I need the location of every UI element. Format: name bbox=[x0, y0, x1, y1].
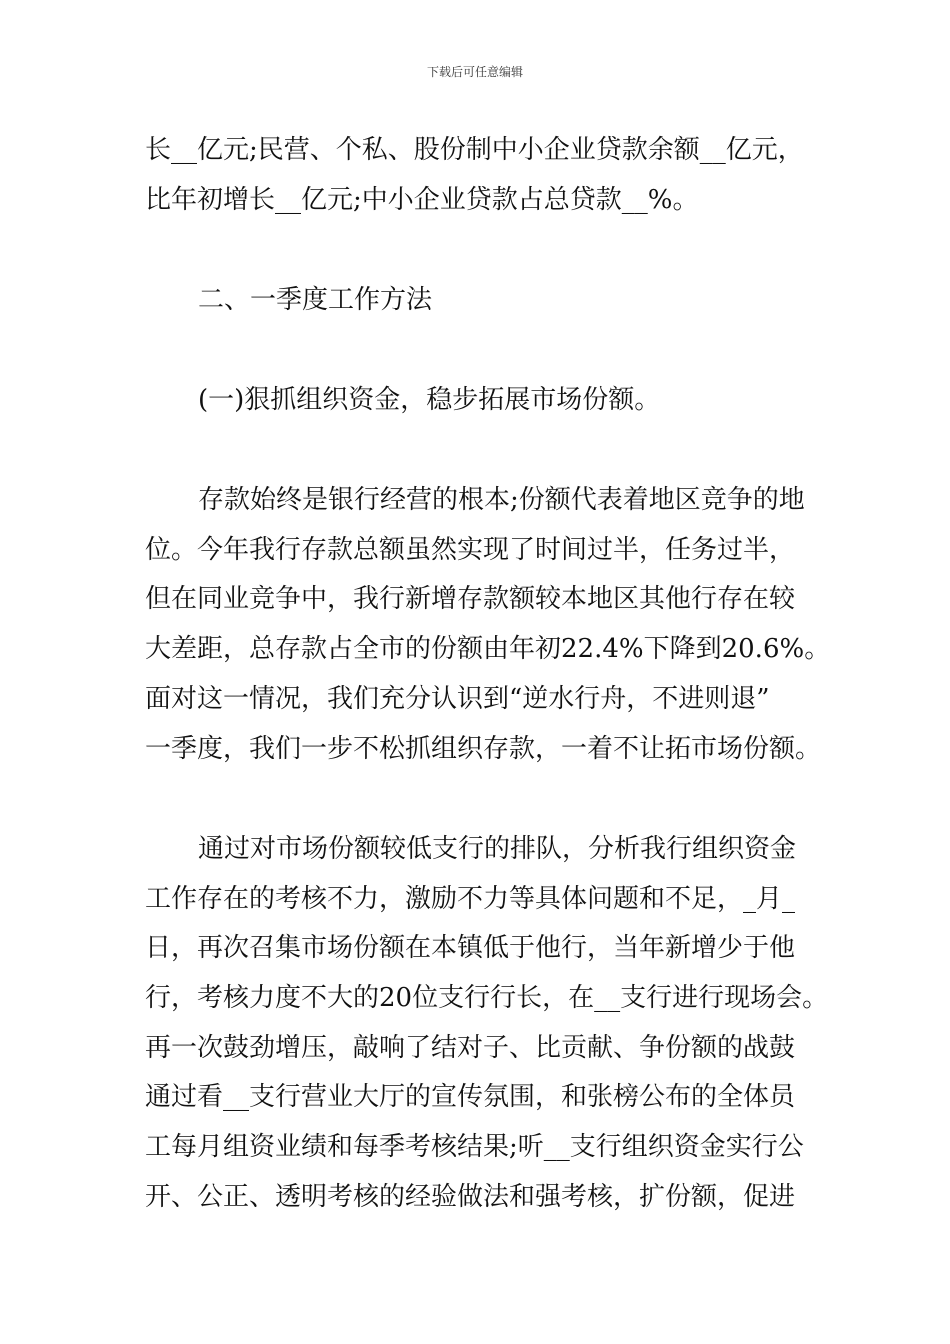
text-line: 面对这一情况，我们充分认识到“逆水行舟，不进则退” bbox=[145, 684, 770, 714]
text-line: 开、公正、透明考核的经验做法和强考核，扩份额，促进 bbox=[145, 1182, 796, 1212]
text-line: 再一次鼓劲增压，敲响了结对子、比贡献、争份额的战鼓 bbox=[145, 1033, 796, 1063]
text-line: 日，再次召集市场份额在本镇低于他行，当年新增少于他 bbox=[145, 933, 796, 963]
text-line: 行，考核力度不大的20位支行行长，在__支行进行现场会。 bbox=[145, 983, 829, 1013]
text-line: 工每月组资业绩和每季考核结果;听__支行组织资金实行公 bbox=[145, 1132, 804, 1162]
text-line: 存款始终是银行经营的根本;份额代表着地区竞争的地 bbox=[198, 485, 805, 515]
subsection-heading: (一)狠抓组织资金，稳步拓展市场份额。 bbox=[198, 385, 661, 415]
text-line: 一季度，我们一步不松抓组织存款，一着不让拓市场份额。 bbox=[145, 734, 822, 764]
text-line: 通过对市场份额较低支行的排队，分析我行组织资金 bbox=[198, 834, 797, 864]
text-line: 通过看__支行营业大厅的宣传氛围，和张榜公布的全体员 bbox=[145, 1082, 796, 1112]
text-line: 长__亿元;民营、个私、股份制中小企业贷款余额__亿元， bbox=[145, 135, 804, 165]
text-line: 工作存在的考核不力，激励不力等具体问题和不足，_月_ bbox=[145, 884, 796, 914]
text-line: 但在同业竞争中，我行新增存款额较本地区其他行存在较 bbox=[145, 584, 796, 614]
page-header: 下载后可任意编辑 bbox=[426, 65, 523, 79]
text-line: 位。今年我行存款总额虽然实现了时间过半，任务过半， bbox=[145, 535, 796, 565]
text-line: 大差距，总存款占全市的份额由年初22.4%下降到20.6%。 bbox=[145, 634, 831, 664]
text-line: 比年初增长__亿元;中小企业贷款占总贷款__%。 bbox=[145, 185, 699, 215]
section-heading: 二、一季度工作方法 bbox=[198, 285, 433, 315]
